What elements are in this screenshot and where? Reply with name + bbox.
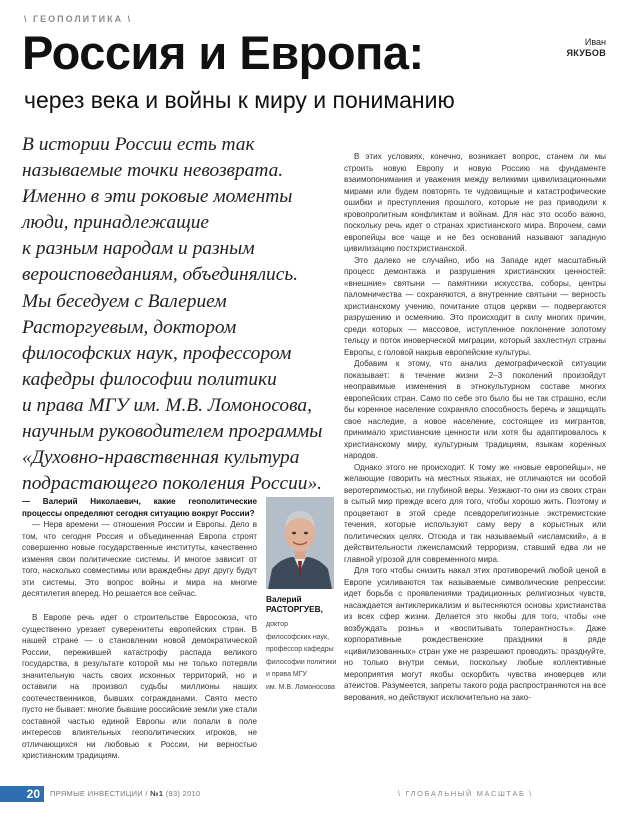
caption-name-line: Валерий xyxy=(266,594,302,604)
lead-line: вероисповеданиям, объединялись. xyxy=(22,264,299,286)
issue-number: №1 xyxy=(150,789,164,798)
interview-question: — Валерий Николаевич, какие геополитические процессы определяют сегодня ситуацию вокруг России? xyxy=(22,497,257,518)
caption-desc-line: и права МГУ xyxy=(266,671,307,678)
body-paragraph: Однако этого не происходит. К тому же «новые европейцы», не желающие говорить на местных языках, не отличаются ни особой веротерпимостью, ни глубиной веры. Уезжают-то они из своих стран в сытый мир прежде всего для того, чтобы хорошо жить. Поэтому и процветают в этой среде псевдорелигиозные экстремистские течения, которые используют саму веру в корыстных или политических целях. Отсюда и так называемый «исламский», а в действительности лжеисламский терроризм, ставший едва ли не главной угрозой для современного мира. xyxy=(344,462,606,564)
caption-name-line: РАСТОРГУЕВ, xyxy=(266,604,323,614)
caption-desc-line: доктор xyxy=(266,621,289,628)
lead-line: люди, принадлежащие xyxy=(22,212,210,234)
author-first-name: Иван xyxy=(584,37,606,47)
lead-line: научным руководителем программы xyxy=(22,421,323,443)
lead-line: к разным народам и разным xyxy=(22,238,255,260)
body-paragraph: В Европе речь идет о строительстве Евросоюза, что существенно урезает суверенитеты европейских стран. В нашей стране — о становлении новой демократической России, пережившей катастрофу распада великого государства, в результате которой мы не только потеряли значительную часть своих исконных территорий, но и оставили на произвол судьбы миллионы наших соотечественников, бывших согражданами. Свято место пусто не бывает: многие бывшие российские земли уже стали составной частью единой Европы или попали в поле интересов влиятельных геополитических игроков, не отличающихся ни любовью к России, ни верностью христианским традициям. xyxy=(22,613,257,760)
article-subtitle: через века и войны к миру и пониманию xyxy=(24,87,455,113)
lead-line: подрастающего поколения России». xyxy=(22,473,323,495)
publication-name: ПРЯМЫЕ ИНВЕСТИЦИИ / xyxy=(50,789,148,798)
caption-desc-line: философии политики xyxy=(266,658,337,666)
author-last-name: ЯКУБОВ xyxy=(566,48,606,58)
caption-desc-line: им. М.В. Ломоносова xyxy=(266,683,335,691)
body-paragraph: — Нерв времени — отношения России и Европы. Дело в том, что сегодня Россия и объединенная Европа строят совершенно новые государственные институты, качественно изменяя свои политические системы. И многое зависит от того, насколько совместимы или враждебны друг другу будут эти системы. Это вопрос войны и мира на многие десятилетия вперед. Но решается все сейчас. xyxy=(22,520,257,598)
body-paragraph: Добавим к этому, что анализ демографической ситуации показывает: в течение жизни 2–3 поколений произойдут неоправимые изменения в этнокультурном составе многих европейских стран. Само по себе это было бы не так страшно, если бы коренное население сохраняло способность беречь и защищать свое наследие, а новое население, состоящее из мигрантов, принимало христианские ценности или хотя бы адаптировалось к христианскому миру, культурным традициям, языкам коренных народов. xyxy=(344,359,606,460)
portrait-photo xyxy=(266,497,334,589)
page-number-badge xyxy=(0,786,44,802)
body-paragraph: Это далеко не случайно, ибо на Западе идет масштабный процесс демонтажа и разрушения христианских ценностей: «внешние» святыни — памятники искусства, соборы, центры паломничества — сохраняются, а внутренние святыни — верность христианскому учению, почитание отцов церкви — подвергаются разрушению и осмеянию. Это происходит в силу многих причин, среди которых — массовое, иступленное поклонение золотому тельцу и поток иноверческой миграции, который захлестнул страны Европы, с головой накрыв европейские культуры. xyxy=(344,255,606,357)
interview-column-right xyxy=(344,151,606,703)
lead-paragraph xyxy=(22,132,334,497)
body-paragraph: В этих условиях, конечно, возникает вопрос, станем ли мы строить новую Европу и новую Россию на фундаменте взаимопонимания и уважения между великими цивилизационными мирами или будем повторять те чудовищные и катастрофические ошибки и преступления прошлого, которые не раз приводили к кровопролитным конфликтам и войнам. Для нас это особо важно, поскольку речь идет о странах христианского мира. Впрочем, сами европейцы все чаще и не без оснований называют западную цивилизацию постхристианской. xyxy=(344,152,606,253)
lead-line: Расторгуевым, доктором xyxy=(22,316,237,338)
article-title: Россия и Европа: xyxy=(22,26,424,79)
lead-line: кафедры философии политики xyxy=(22,368,277,390)
lead-line: Мы беседуем с Валерием xyxy=(22,290,227,312)
lead-line: «Духовно-нравственная культура xyxy=(22,447,300,469)
lead-line: В истории России есть так xyxy=(22,134,255,155)
portrait-illustration xyxy=(266,497,334,589)
footer-publication xyxy=(50,789,201,798)
footer-section-label: \ ГЛОБАЛЬНЫЙ МАСШТАБ \ xyxy=(398,789,533,798)
lead-line: и права МГУ им. М.В. Ломоносова, xyxy=(22,394,312,416)
interview-column-left xyxy=(22,496,257,600)
interview-column-left-lower xyxy=(22,612,257,762)
photo-caption-description xyxy=(266,619,346,694)
lead-line: философских наук, профессором xyxy=(22,342,292,364)
lead-line: Именно в эти роковые моменты xyxy=(22,186,293,208)
section-label: \ ГЕОПОЛИТИКА \ xyxy=(24,14,133,24)
photo-caption-name xyxy=(266,594,346,614)
page-number: 20 xyxy=(26,787,40,801)
lead-line: называемые точки невозврата. xyxy=(22,160,284,182)
caption-desc-line: философских наук, xyxy=(266,633,330,641)
body-paragraph: Для того чтобы снизить накал этих противоречий любой ценой в Европе усиливаются так называемые символические репрессии: идет борьба с проявлениями традиционных религиозных чувств, насаждается антиклерикализм и вытесняются основы христианства из всех сфер жизни. Делается это якобы для того, чтобы «не возбуждать рознь» и «воспитывать толерантность». Даже корпоративные рождественские праздники в ряде «цивилизованных» стран уже не разрешают проводить: празднуйте, но только внутри семьи, поскольку любые коллективные мероприятия могут якобы оскорбить чувства иноверцев или атеистов. Разумеется, запреты такого рода распространяются на все верования, но действуют исключительно на зако- xyxy=(344,566,606,702)
caption-desc-line: профессор кафедры xyxy=(266,646,334,653)
issue-detail: (93) 2010 xyxy=(165,789,201,798)
